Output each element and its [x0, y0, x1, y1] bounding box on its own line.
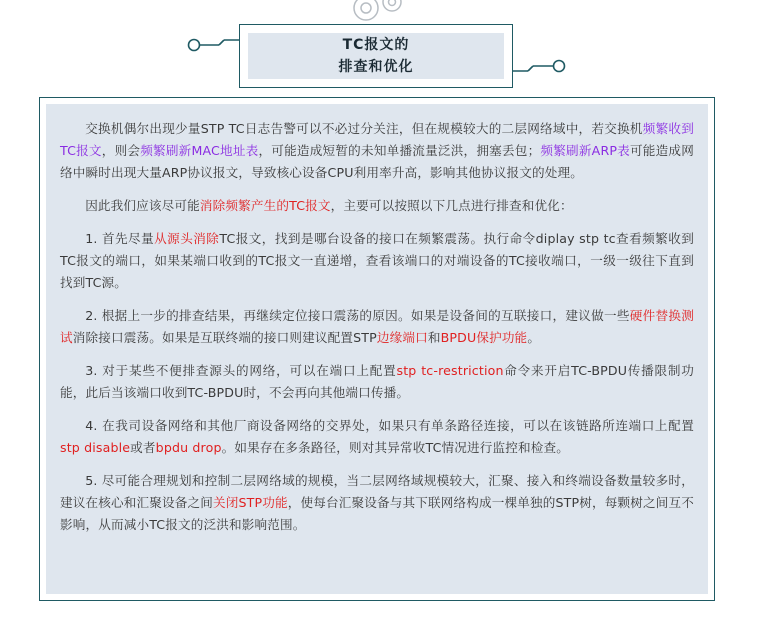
paragraph-step-1: [60, 228, 694, 294]
paragraph-text: TC报文，找到是哪台设备的接口在频繁震荡。执行命令diplay stp tc查看频繁收到TC报文的端口，如果某端口收到的TC报文一直递增，查看该端口的对端设备的TC接收端口，一级一级往下直到找到TC源。: [60, 231, 694, 290]
paragraph-text: ，使每台汇聚设备与其下联网络构成一棵单独的STP树，每颗树之间互不影响，从而减小TC报文的泛洪和影响范围。: [60, 495, 694, 532]
highlight-text: stp disable: [60, 440, 131, 455]
highlight-text: 硬件替换测试: [60, 308, 695, 345]
highlight-text: 从源头消除: [154, 231, 220, 246]
paragraph-text: 4. 在我司设备网络和其他厂商设备网络的交界处，如果只有单条路径连接，可以在该链路所连端口上配置: [85, 418, 694, 433]
highlight-text: 频繁收到TC报文: [60, 121, 694, 158]
paragraph-text: ，则会: [101, 143, 141, 158]
title-line-2: 排查和优化: [338, 59, 414, 75]
highlight-text: 消除频繁产生的TC报文: [199, 198, 331, 213]
title-line-1: TC报文的: [342, 37, 410, 53]
highlight-text: BPDU保护功能: [440, 330, 528, 345]
paragraph-text: ，可能造成短暂的未知单播流量泛洪，拥塞丢包；: [258, 143, 541, 158]
paragraph-text: 。: [527, 330, 541, 345]
content-panel: [46, 104, 708, 594]
paragraph-intro: [60, 118, 694, 184]
paragraph-text: ，主要可以按照以下几点进行排查和优化：: [330, 198, 573, 213]
paragraph-text: 或者: [130, 440, 156, 455]
paragraph-purpose: [60, 195, 694, 217]
paragraph-step-4: [60, 415, 694, 459]
paragraph-step-3: [60, 360, 694, 404]
paragraph-step-5: [60, 470, 694, 536]
highlight-text: 边缘端口: [376, 330, 428, 345]
paragraph-text: 因此我们应该尽可能: [85, 198, 200, 213]
title-panel: [248, 33, 504, 79]
content-card: [39, 97, 715, 601]
highlight-text: 频繁刷新ARP表: [540, 143, 630, 158]
connector-icon: [508, 58, 568, 76]
highlight-text: 关闭STP功能: [213, 495, 288, 510]
paragraph-text: 和: [427, 330, 441, 345]
paragraph-text: 消除接口震荡。如果是互联终端的接口则建议配置STP: [72, 330, 377, 345]
highlight-text: 频繁刷新MAC地址表: [140, 143, 259, 158]
paragraph-text: 3. 对于某些不便排查源头的网络，可以在端口上配置: [85, 363, 397, 378]
paragraph-text: 。如果存在多条路径，则对其异常收TC情况进行监控和检查。: [221, 440, 569, 455]
highlight-text: bpdu drop: [155, 440, 222, 455]
paragraph-text: 2. 根据上一步的排查结果，再继续定位接口震荡的原因。如果是设备间的互联接口，建议做一些: [85, 308, 630, 323]
paragraph-text: 交换机偶尔出现少量STP TC日志告警可以不必过分关注，但在规模较大的二层网络域中，若交换机: [85, 121, 643, 136]
connector-icon: [186, 36, 242, 54]
gear-icon: [344, 0, 414, 26]
highlight-text: stp tc-restriction: [396, 363, 504, 378]
paragraph-step-2: [60, 305, 694, 349]
paragraph-text: 1. 首先尽量: [85, 231, 155, 246]
paragraph-text: 5. 尽可能合理规划和控制二层网络域的规模，当二层网络域规模较大，汇聚、接入和终端设备数量较多时，建议在核心和汇聚设备之间: [60, 473, 694, 510]
title-box: [239, 24, 513, 88]
paragraph-text: 可能造成网络中瞬时出现大量ARP协议报文，导致核心设备CPU利用率升高，影响其他协议报文的处理。: [60, 143, 694, 180]
paragraph-text: 命令来开启TC-BPDU传播限制功能，此后当该端口收到TC-BPDU时，不会再向其他端口传播。: [60, 363, 694, 400]
